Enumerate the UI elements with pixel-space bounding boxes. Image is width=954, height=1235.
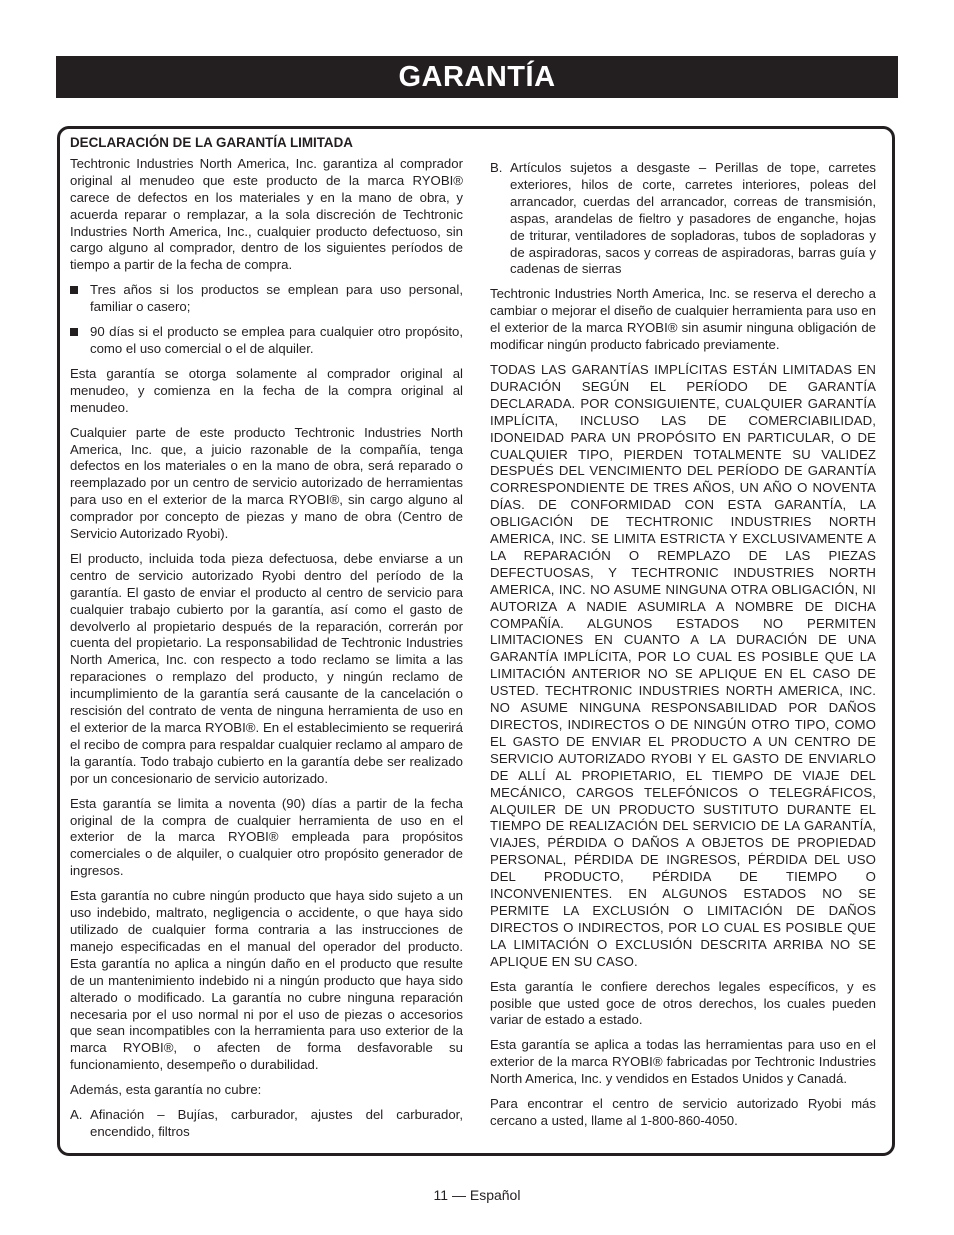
list-letter: A. bbox=[70, 1107, 83, 1123]
left-column bbox=[70, 135, 463, 1149]
paragraph: Esta garantía se otorga solamente al comprador original al menudeo, y comienza en la fecha de la compra original al menudeo. bbox=[70, 365, 463, 415]
paragraph: Esta garantía se limita a noventa (90) días a partir de la fecha original de la compra de cualquier herramienta de uso en el exterior de la marca RYOBI® empleada para propósitos comerciales o de alquiler, o cualquier otro propósito generador de ingresos. bbox=[70, 795, 463, 879]
list-letter: B. bbox=[490, 160, 503, 175]
page-title: GARANTÍA bbox=[56, 56, 898, 98]
bullet-item bbox=[70, 324, 463, 358]
list-text: Artículos sujetos a desgaste – Perillas de tope, carretes exteriores, hilos de corte, carretes interiores, poleas del arrancador, cuerdas del arrancador, correas de transmisión, aspas, arandelas de fieltro y pasadores de enganche, hojas de triturar, ventiladores de sopladoras, tubos de sopladoras y de aspiradoras, sacos y correas de aspiradoras, barras guía y cadenas de sierras bbox=[510, 160, 876, 277]
bullet-item bbox=[70, 282, 463, 316]
paragraph: Techtronic Industries North America, Inc. se reserva el derecho a cambiar o mejorar el diseño de cualquier herramienta para uso en el exterior de la marca RYOBI® sin asumir ninguna obligación de modificar ningún producto fabricado previamente. bbox=[490, 286, 876, 353]
section-heading: DECLARACIÓN DE LA GARANTÍA LIMITADA bbox=[70, 135, 353, 150]
bullet-text: Tres años si los productos se emplean para uso personal, familiar o casero; bbox=[90, 282, 463, 315]
implied-warranty-paragraph: TODAS LAS GARANTÍAS IMPLÍCITAS ESTÁN LIMITADAS EN DURACIÓN SEGÚN EL PERÍODO DE GARANTÍA DECLARADA. POR CONSIGUIENTE, CUALQUIER GARANTÍA IMPLÍCITA, INCLUSO LAS DE COMERCIABILIDAD, IDONEIDAD PARA UN PROPÓSITO EN PARTICULAR, O DE CUALQUIER TIPO, PIERDEN TOTALMENTE SU VALIDEZ DESPUÉS DEL VENCIMIENTO DEL PERÍODO DE GARANTÍA CORRESPONDIENTE DE TRES AÑOS, UN AÑO O NOVENTA DÍAS. DE CONFORMIDAD CON ESTA GARANTÍA, LA OBLIGACIÓN DE TECHTRONIC INDUSTRIES NORTH AMERICA, INC. SE LIMITA ESTRICTA Y EXCLUSIVAMENTE A LA REPARACIÓN O REMPLAZO DE LAS PIEZAS DEFECTUOSAS, Y TECHTRONIC INDUSTRIES NORTH AMERICA, INC. NO ASUME NINGUNA OTRA OBLIGACIÓN, NI AUTORIZA A NADIE ASUMIRLA A NOMBRE DE DICHA COMPAÑÍA. ALGUNOS ESTADOS NO PERMITEN LIMITACIONES EN CUANTO A LA DURACIÓN DE UNA GARANTÍA IMPLÍCITA, POR LO CUAL ES POSIBLE QUE LA LIMITACIÓN ANTERIOR NO SE APLIQUE EN EL CASO DE USTED. TECHTRONIC INDUSTRIES NORTH AMERICA, INC. NO ASUME NINGUNA RESPONSABILIDAD POR DAÑOS DIRECTOS, INDIRECTOS O DE NINGÚN OTRO TIPO, COMO EL GASTO DE ENVIAR EL PRODUCTO A UN CENTRO DE SERVICIO AUTORIZADO RYOBI Y EL GASTO DE ENVIARLO DE ALLÍ AL PROPIETARIO, EL TIEMPO DE VIAJE DEL MECÁNICO, CARGOS TELEFÓNICOS O TELEGRÁFICOS, ALQUILER DE UN PRODUCTO SUSTITUTO DURANTE EL TIEMPO DE REALIZACIÓN DEL SERVICIO DE LA GARANTÍA, VIAJES, PÉRDIDA O DAÑOS A OBJETOS DE PROPIEDAD PERSONAL, PÉRDIDA DE INGRESOS, PÉRDIDA DEL USO DEL PRODUCTO, PÉRDIDA DE TIEMPO O INCONVENIENTES. EN ALGUNOS ESTADOS NO SE PERMITE LA EXCLUSIÓN O LIMITACIÓN DE DAÑOS DIRECTOS O INDIRECTOS, POR LO CUAL ES POSIBLE QUE LA LIMITACIÓN O EXCLUSIÓN DESCRITA ARRIBA NO SE APLIQUE EN SU CASO. bbox=[490, 361, 876, 969]
list-text: Afinación – Bujías, carburador, ajustes del carburador, encendido, filtros bbox=[90, 1107, 463, 1139]
bullet-text: 90 días si el producto se emplea para cualquier otro propósito, como el uso comercial o el de alquiler. bbox=[90, 324, 463, 356]
paragraph: Para encontrar el centro de servicio autorizado Ryobi más cercano a usted, llame al 1-800-860-4050. bbox=[490, 1096, 876, 1128]
paragraph: Esta garantía le confiere derechos legales específicos, y es posible que usted goce de otros derechos, los cuales pueden variar de estado a estado. bbox=[490, 978, 876, 1028]
square-bullet-icon bbox=[70, 286, 78, 294]
paragraph: Esta garantía no cubre ningún producto que haya sido sujeto a un uso indebido, maltrato, negligencia o accidente, o que haya sido utilizado de cualquier forma contraria a las instrucciones de manejo especificadas en el manual del operador del producto. Esta garantía no aplica a ningún daño en el producto que resulte de un mantenimiento indebido ni a ningún producto que haya sido alterado o modificado. La garantía no cubre ninguna reparación necesaria por el uso normal ni por el uso de piezas o accesorios que sean incompatibles con la herramienta para uso exterior de la marca RYOBI®, o afecten de forma desfavorable su funcionamiento, desempeño o durabilidad. bbox=[70, 888, 463, 1073]
page-footer: 11 — Español bbox=[433, 1187, 521, 1203]
paragraph: Cualquier parte de este producto Techtronic Industries North America, Inc. que, a juicio razonable de la compañía, tenga defectos en los materiales o en la mano de obra, será reparado o reemplazado por un centro de servicio autorizado de herramientas para uso en el exterior de la marca RYOBI®, sin cargo alguno al comprador por concepto de piezas y mano de obra (Centro de Servicio Autorizado Ryobi). bbox=[70, 424, 463, 542]
paragraph: El producto, incluida toda pieza defectuosa, debe enviarse a un centro de servicio autorizado Ryobi dentro del período de la garantía. El gasto de enviar el producto al centro de servicio para cualquier trabajo cubierto por la garantía, así como el gasto de devolverlo al propietario después de la reparación, correrán por cuenta del propietario. La responsabilidad de Techtronic Industries North America, Inc. con respecto a todo reclamo se limita a las reparaciones o remplazo del producto, y ningún reclamo de incumplimiento de la garantía será causante de la cancelación o rescisión del contrato de venta de ninguna herramienta de uso en el exterior de la marca RYOBI®. En el establecimiento se requerirá el recibo de compra para respaldar cualquier reclamo al amparo de la garantía. Todo trabajo cubierto en la garantía debe ser realizado por un concesionario de servicio autorizado. bbox=[70, 550, 463, 786]
list-item-b bbox=[490, 160, 876, 278]
paragraph: Techtronic Industries North America, Inc. garantiza al comprador original al menudeo que este producto de la marca RYOBI® carece de defectos en los materiales y en la mano de obra, y acuerda reparar o remplazar, a la sola discreción de Techtronic Industries North America, Inc., cualquier producto defectuoso, sin cargo alguno al comprador, dentro de los siguientes períodos de tiempo a partir de la fecha de compra. bbox=[70, 155, 463, 273]
paragraph: Además, esta garantía no cubre: bbox=[70, 1082, 262, 1098]
square-bullet-icon bbox=[70, 328, 78, 336]
right-column bbox=[490, 160, 876, 1138]
paragraph: Esta garantía se aplica a todas las herramientas para uso en el exterior de la marca RYOBI® fabricadas por Techtronic Industries North America, Inc. y vendidos en Estados Unidos y Canadá. bbox=[490, 1037, 876, 1087]
list-item-a bbox=[70, 1107, 463, 1141]
